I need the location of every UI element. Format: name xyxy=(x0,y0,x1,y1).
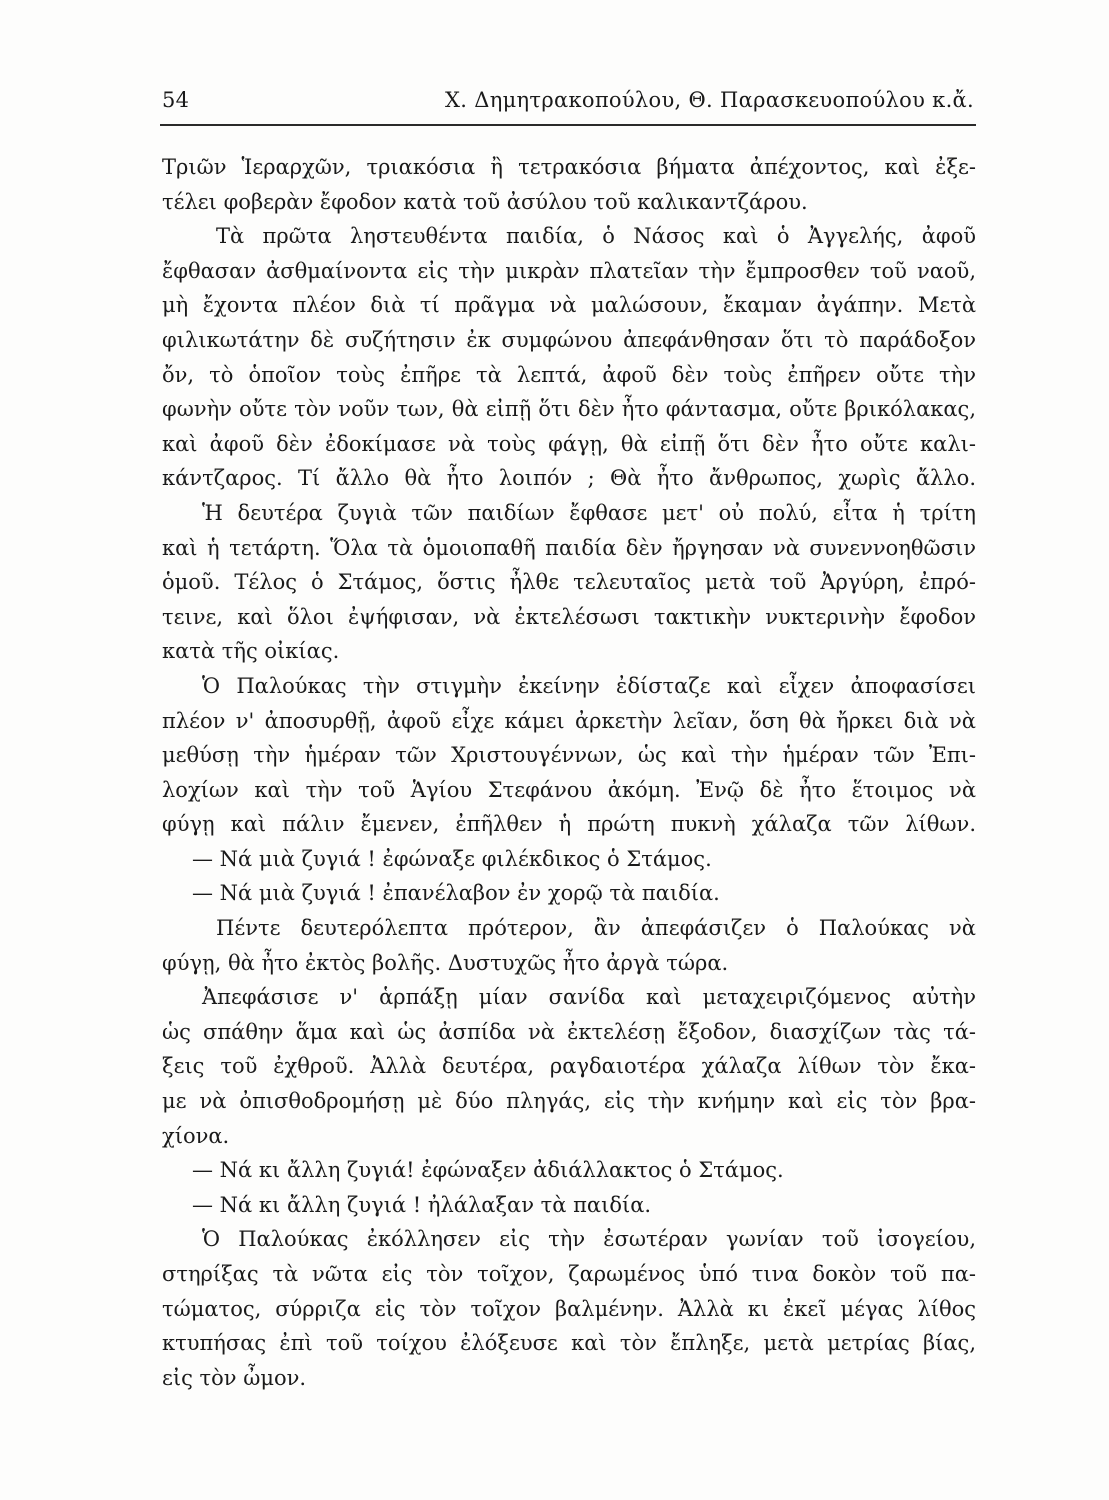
text-line: καὶ ἀφοῦ δὲν ἐδοκίμασε νὰ τοὺς φάγῃ, θὰ εἰπῇ ὅτι δὲν ἦτο οὔτε καλι- xyxy=(162,431,976,456)
text-line: φιλικωτάτην δὲ συζήτησιν ἐκ συμφώνου ἀπεφάνθησαν ὅτι τὸ παράδοξον xyxy=(162,327,976,352)
text-line: ὄν, τὸ ὁποῖον τοὺς ἐπῆρε τὰ λεπτά, ἀφοῦ δὲν τοὺς ἐπῆρεν οὔτε τὴν xyxy=(162,362,976,387)
text-line: ἔφθασαν ἀσθμαίνοντα εἰς τὴν μικρὰν πλατεῖαν τὴν ἔμπροσθεν τοῦ ναοῦ, xyxy=(162,258,976,283)
text-line: φύγῃ καὶ πάλιν ἔμενεν, ἐπῆλθεν ἡ πρώτη πυκνὴ χάλαζα τῶν λίθων. xyxy=(162,812,976,837)
text-line: Τριῶν Ἱεραρχῶν, τριακόσια ἢ τετρακόσια βήματα ἀπέχοντος, καὶ ἐξε- xyxy=(162,155,976,179)
text-line: στηρίξας τὰ νῶτα εἰς τὸν τοῖχον, ζαρωμένος ὑπό τινα δοκὸν τοῦ πα- xyxy=(162,1262,976,1286)
page-number: 54 xyxy=(162,88,190,112)
header-rule xyxy=(160,124,976,126)
text-line: τώματος, σύρριζα εἰς τὸν τοῖχον βαλμένην. Ἀλλὰ κι ἐκεῖ μέγας λίθος xyxy=(162,1296,976,1321)
text-line: Ἀπεφάσισε ν' ἁρπάξῃ μίαν σανίδα καὶ μεταχειριζόμενος αὐτὴν xyxy=(202,985,976,1010)
text-line: — Νά κι ἄλλη ζυγιά! ἐφώναξεν ἀδιάλλακτος ὁ Στάμος. xyxy=(192,1158,784,1183)
text-line: τεινε, καὶ ὅλοι ἐψήφισαν, νὰ ἐκτελέσωσι τακτικὴν νυκτερινὴν ἔφοδον xyxy=(162,604,976,629)
text-line: Ὁ Παλούκας τὴν στιγμὴν ἐκείνην ἐδίσταζε καὶ εἶχεν ἀποφασίσει xyxy=(202,673,976,698)
text-line: ὁμοῦ. Τέλος ὁ Στάμος, ὅστις ἦλθε τελευταῖος μετὰ τοῦ Ἀργύρη, ἐπρό- xyxy=(162,570,976,595)
text-line: μὴ ἔχοντα πλέον διὰ τί πρᾶγμα νὰ μαλώσουν, ἔκαμαν ἀγάπην. Μετὰ xyxy=(162,293,976,318)
text-line: φύγῃ, θὰ ἦτο ἐκτὸς βολῆς. Δυστυχῶς ἦτο ἀργὰ τώρα. xyxy=(162,950,729,975)
text-line: καὶ ἡ τετάρτη. Ὅλα τὰ ὁμοιοπαθῆ παιδία δὲν ἤργησαν νὰ συνεννοηθῶσιν xyxy=(162,535,976,560)
text-line: Ἡ δευτέρα ζυγιὰ τῶν παιδίων ἔφθασε μετ' οὐ πολύ, εἶτα ἡ τρίτη xyxy=(202,500,976,525)
body-text xyxy=(162,150,976,1395)
running-head xyxy=(162,88,974,120)
text-line: κτυπήσας ἐπὶ τοῦ τοίχου ἐλόξευσε καὶ τὸν ἔπληξε, μετὰ μετρίας βίας, xyxy=(162,1331,976,1356)
text-line: Τὰ πρῶτα ληστευθέντα παιδία, ὁ Νάσος καὶ ὁ Ἀγγελής, ἀφοῦ xyxy=(216,224,976,249)
text-line: Ὁ Παλούκας ἐκόλλησεν εἰς τὴν ἐσωτέραν γωνίαν τοῦ ἰσογείου, xyxy=(202,1227,976,1252)
text-line: — Νά κι ἄλλη ζυγιά ! ἠλάλαξαν τὰ παιδία. xyxy=(192,1192,652,1217)
text-line: ὡς σπάθην ἅμα καὶ ὡς ἀσπίδα νὰ ἐκτελέσῃ ἔξοδον, διασχίζων τὰς τά- xyxy=(162,1019,976,1044)
text-line: — Νά μιὰ ζυγιά ! ἐπανέλαβον ἐν χορῷ τὰ παιδία. xyxy=(192,881,720,906)
text-line: κατὰ τῆς οἰκίας. xyxy=(162,639,340,664)
text-line: — Νά μιὰ ζυγιά ! ἐφώναξε φιλέκδικος ὁ Στάμος. xyxy=(192,846,712,871)
text-line: φωνὴν οὔτε τὸν νοῦν των, θὰ εἰπῇ ὅτι δὲν ἦτο φάντασμα, οὔτε βρικόλακας, xyxy=(162,397,976,422)
text-line: ξεις τοῦ ἐχθροῦ. Ἀλλὰ δευτέρα, ραγδαιοτέρα χάλαζα λίθων τὸν ἔκα- xyxy=(162,1054,976,1079)
text-line: χίονα. xyxy=(162,1123,230,1148)
text-line: πλέον ν' ἀποσυρθῇ, ἀφοῦ εἶχε κάμει ἀρκετὴν λεῖαν, ὅση θὰ ἤρκει διὰ νὰ xyxy=(162,708,976,733)
text-line: Πέντε δευτερόλεπτα πρότερον, ἂν ἀπεφάσιζεν ὁ Παλούκας νὰ xyxy=(216,916,976,941)
text-line: τέλει φοβερὰν ἔφοδον κατὰ τοῦ ἀσύλου τοῦ καλικαντζάρου. xyxy=(162,189,808,214)
text-line: με νὰ ὀπισθοδρομήσῃ μὲ δύο πληγάς, εἰς τὴν κνήμην καὶ εἰς τὸν βρα- xyxy=(162,1089,976,1114)
text-line: μεθύσῃ τὴν ἡμέραν τῶν Χριστουγέννων, ὡς καὶ τὴν ἡμέραν τῶν Ἐπι- xyxy=(162,743,976,768)
running-title: Χ. Δημητρακοπούλου, Θ. Παρασκευοπούλου κ.ἄ. xyxy=(445,88,974,112)
text-line: λοχίων καὶ τὴν τοῦ Ἁγίου Στεφάνου ἀκόμη. Ἐνῷ δὲ ἦτο ἕτοιμος νὰ xyxy=(162,777,976,802)
text-line: κάντζαρος. Τί ἄλλο θὰ ἦτο λοιπόν ; Θὰ ἦτο ἄνθρωπος, χωρὶς ἄλλο. xyxy=(162,466,976,491)
text-line: εἰς τὸν ὦμον. xyxy=(162,1365,307,1390)
